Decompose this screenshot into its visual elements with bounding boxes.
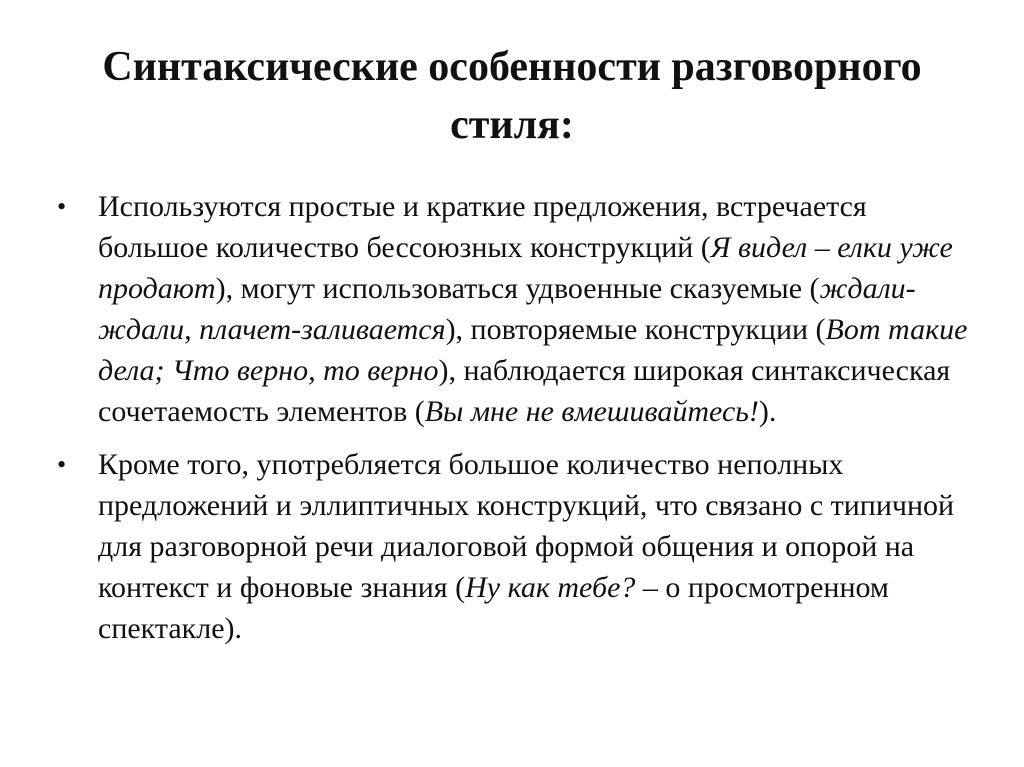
example-italic: ждали-ждали, плачет-заливается [98, 272, 916, 346]
bullet-text [98, 190, 967, 428]
slide-title: Синтаксические особенности разговорного стиля: [102, 44, 922, 148]
text-segment: – о просмотренном спектакле). [98, 571, 889, 645]
bullet-item-2 [0, 444, 968, 649]
bullet-dot-icon: • [57, 192, 67, 221]
text-segment: Используются простые и краткие предложения, встречается большое количество бессоюзных конструкций ( [98, 190, 867, 264]
text-segment: ), повторяемые конструкции ( [445, 313, 826, 346]
bullet-item-1 [0, 186, 968, 432]
bullet-list [0, 186, 1024, 661]
example-italic: Вот такие дела; Что верно, то верно [98, 313, 968, 387]
example-italic: Я видел – елки уже продают [98, 231, 953, 305]
example-italic: Ну как тебе? [465, 571, 636, 604]
text-segment: ), могут использоваться удвоенные сказуемые ( [215, 272, 820, 305]
text-segment: Кроме того, употребляется большое количество неполных предложений и эллиптичных конструкций, что связано с типичной для разговорной речи диалоговой формой общения и опорой на контекст и фоновые знания ( [98, 448, 955, 604]
example-italic: Вы мне не вмешивайтесь! [424, 395, 759, 428]
text-segment: ), наблюдается широкая синтаксическая сочетаемость элементов ( [98, 354, 951, 428]
text-segment: ). [758, 395, 777, 428]
bullet-dot-icon: • [57, 450, 67, 479]
bullet-text [98, 448, 954, 645]
